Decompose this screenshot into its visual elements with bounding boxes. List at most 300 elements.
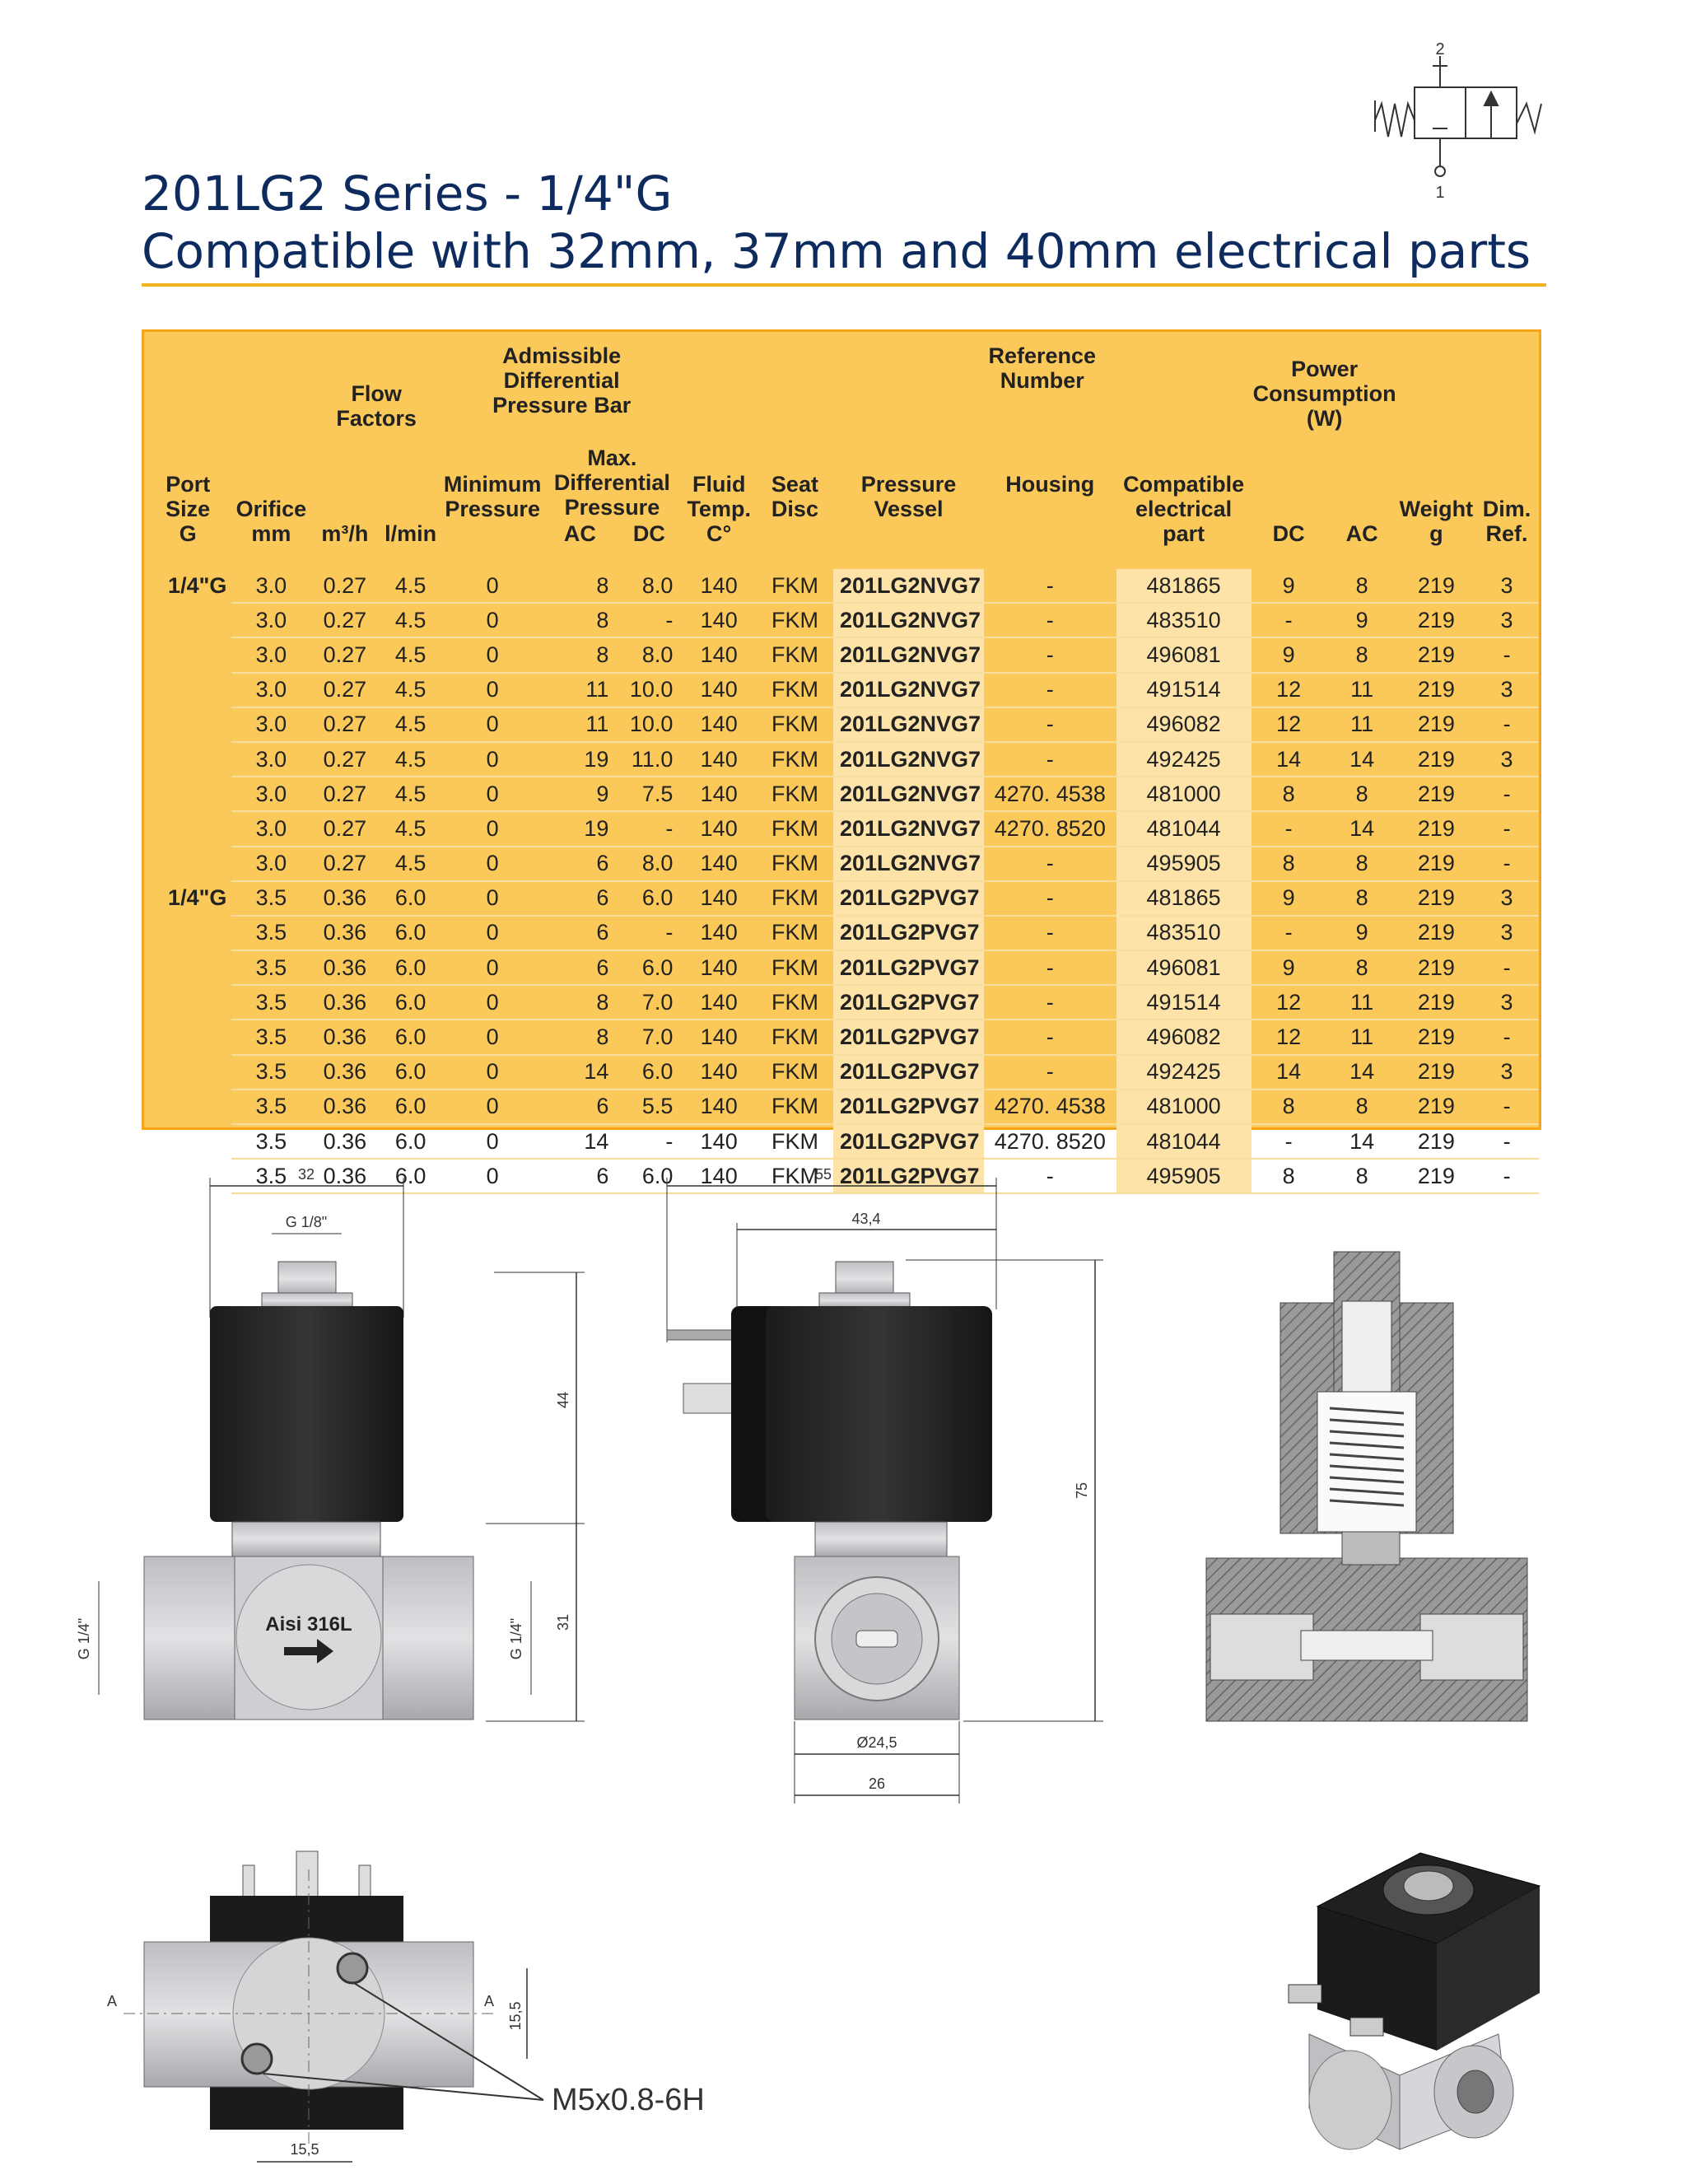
table-row	[144, 569, 1539, 603]
cell-flow-m3h: 0.27	[310, 603, 379, 637]
cell-max-diff-dc: 7.0	[617, 985, 681, 1020]
col-reference-number: Reference Number	[988, 343, 1097, 393]
cell-orifice: 3.0	[231, 811, 310, 846]
cell-flow-lmin: 6.0	[379, 985, 442, 1020]
cell-flow-m3h: 0.27	[310, 637, 379, 672]
cell-port	[144, 916, 231, 950]
cell-min-pressure: 0	[442, 637, 543, 672]
cell-max-diff-ac: 11	[543, 707, 617, 742]
cell-orifice: 3.5	[231, 1124, 310, 1159]
cell-max-diff-ac: 8	[543, 985, 617, 1020]
cell-power-ac: 8	[1326, 881, 1398, 916]
dim-height-top: 44	[555, 1391, 571, 1409]
dim-bottom-height: 15,5	[507, 2001, 524, 2031]
cell-weight: 219	[1398, 1020, 1475, 1054]
cell-orifice: 3.5	[231, 916, 310, 950]
dim-diameter: Ø24,5	[856, 1734, 897, 1751]
dim-thread-top: G 1/8"	[285, 1214, 328, 1230]
cell-weight: 219	[1398, 916, 1475, 950]
cell-weight: 219	[1398, 985, 1475, 1020]
cell-seat-disc: FKM	[757, 950, 833, 985]
cell-power-dc: 8	[1252, 1090, 1326, 1124]
cell-pressure-vessel: 201LG2PVG7	[833, 1090, 984, 1124]
cell-flow-lmin: 6.0	[379, 1090, 442, 1124]
col-fluid-temp: Fluid Temp. C°	[687, 472, 751, 546]
cell-orifice: 3.0	[231, 777, 310, 811]
cell-seat-disc: FKM	[757, 742, 833, 777]
col-orifice: Orifice mm	[235, 497, 307, 546]
cell-flow-lmin: 4.5	[379, 742, 442, 777]
title-line-2: Compatible with 32mm, 37mm and 40mm electrical parts	[142, 223, 1531, 279]
spec-table-body	[144, 569, 1539, 1193]
cell-weight: 219	[1398, 950, 1475, 985]
cell-seat-disc: FKM	[757, 569, 833, 603]
cell-max-diff-dc: 6.0	[617, 950, 681, 985]
cell-max-diff-ac: 14	[543, 1124, 617, 1159]
cell-port	[144, 1055, 231, 1090]
section-a-left: A	[107, 1993, 118, 2009]
cell-housing: -	[984, 603, 1116, 637]
cell-power-dc: 9	[1252, 637, 1326, 672]
cell-power-ac: 8	[1326, 847, 1398, 881]
cell-compatible-part: 496082	[1116, 707, 1252, 742]
cell-power-dc: 12	[1252, 1020, 1326, 1054]
dim-height-bottom: 31	[555, 1613, 571, 1631]
cell-flow-m3h: 0.27	[310, 569, 379, 603]
cell-max-diff-dc: 10.0	[617, 673, 681, 707]
cell-power-ac: 9	[1326, 916, 1398, 950]
col-flow-m3h: m³/h	[321, 521, 369, 546]
cell-max-diff-ac: 8	[543, 603, 617, 637]
cell-min-pressure: 0	[442, 847, 543, 881]
cell-compatible-part: 492425	[1116, 742, 1252, 777]
cell-power-dc: 14	[1252, 1055, 1326, 1090]
dim-coil-width: 43,4	[851, 1211, 881, 1227]
cell-flow-lmin: 6.0	[379, 1055, 442, 1090]
cell-housing: 4270. 4538	[984, 1090, 1116, 1124]
cell-flow-m3h: 0.27	[310, 811, 379, 846]
cell-power-dc: -	[1252, 811, 1326, 846]
cell-min-pressure: 0	[442, 707, 543, 742]
dim-side-height: 75	[1074, 1482, 1090, 1500]
cell-power-dc: -	[1252, 603, 1326, 637]
cell-orifice: 3.0	[231, 637, 310, 672]
cell-fluid-temp: 140	[681, 1159, 757, 1193]
cell-port	[144, 777, 231, 811]
cell-flow-lmin: 4.5	[379, 707, 442, 742]
cell-fluid-temp: 140	[681, 742, 757, 777]
cell-pressure-vessel: 201LG2PVG7	[833, 881, 984, 916]
col-admissible-diff: Admissible Differential Pressure Bar	[492, 343, 632, 418]
cell-fluid-temp: 140	[681, 881, 757, 916]
cell-min-pressure: 0	[442, 673, 543, 707]
cell-max-diff-dc: 6.0	[617, 1055, 681, 1090]
col-pressure-vessel: Pressure Vessel	[860, 472, 957, 521]
cell-flow-m3h: 0.27	[310, 777, 379, 811]
cell-compatible-part: 481865	[1116, 881, 1252, 916]
cell-dim-ref: -	[1475, 637, 1539, 672]
cell-dim-ref: 3	[1475, 985, 1539, 1020]
cell-orifice: 3.0	[231, 569, 310, 603]
cell-pressure-vessel: 201LG2NVG7	[833, 637, 984, 672]
cell-compatible-part: 483510	[1116, 603, 1252, 637]
cell-fluid-temp: 140	[681, 603, 757, 637]
cell-fluid-temp: 140	[681, 673, 757, 707]
cell-max-diff-dc: -	[617, 603, 681, 637]
col-max-diff-label: Max. Differential Pressure	[553, 446, 670, 520]
cell-dim-ref: 3	[1475, 881, 1539, 916]
cell-min-pressure: 0	[442, 950, 543, 985]
col-weight: Weight g	[1399, 497, 1474, 546]
cell-compatible-part: 481000	[1116, 1090, 1252, 1124]
cell-max-diff-dc: 8.0	[617, 637, 681, 672]
cell-seat-disc: FKM	[757, 1055, 833, 1090]
cell-flow-m3h: 0.36	[310, 1090, 379, 1124]
cell-flow-m3h: 0.27	[310, 707, 379, 742]
cell-flow-m3h: 0.36	[310, 1159, 379, 1193]
cell-max-diff-ac: 6	[543, 847, 617, 881]
dim-side-width: 55	[814, 1166, 832, 1183]
cell-orifice: 3.5	[231, 1055, 310, 1090]
cell-port	[144, 811, 231, 846]
col-dim-ref: Dim. Ref.	[1482, 497, 1531, 546]
cell-dim-ref: -	[1475, 811, 1539, 846]
cell-max-diff-ac: 14	[543, 1055, 617, 1090]
cell-pressure-vessel: 201LG2PVG7	[833, 1124, 984, 1159]
cell-compatible-part: 496082	[1116, 1020, 1252, 1054]
cell-min-pressure: 0	[442, 881, 543, 916]
cell-compatible-part: 495905	[1116, 847, 1252, 881]
cell-seat-disc: FKM	[757, 1090, 833, 1124]
cell-power-dc: 12	[1252, 707, 1326, 742]
cell-power-ac: 8	[1326, 569, 1398, 603]
cell-min-pressure: 0	[442, 777, 543, 811]
cell-seat-disc: FKM	[757, 1020, 833, 1054]
table-row	[144, 742, 1539, 777]
cell-compatible-part: 492425	[1116, 1055, 1252, 1090]
cell-max-diff-dc: 6.0	[617, 881, 681, 916]
cell-dim-ref: -	[1475, 950, 1539, 985]
cell-orifice: 3.5	[231, 881, 310, 916]
dim-thread-right: G 1/4"	[508, 1617, 524, 1660]
table-row	[144, 777, 1539, 811]
cell-power-ac: 8	[1326, 1159, 1398, 1193]
cell-dim-ref: -	[1475, 1124, 1539, 1159]
cell-max-diff-ac: 6	[543, 1159, 617, 1193]
cell-dim-ref: 3	[1475, 1055, 1539, 1090]
cell-seat-disc: FKM	[757, 673, 833, 707]
cell-power-ac: 9	[1326, 603, 1398, 637]
cell-port	[144, 1020, 231, 1054]
table-row	[144, 985, 1539, 1020]
cell-housing: -	[984, 1159, 1116, 1193]
cell-power-ac: 11	[1326, 985, 1398, 1020]
col-power-dc: DC	[1272, 521, 1305, 546]
cell-pressure-vessel: 201LG2NVG7	[833, 569, 984, 603]
cell-max-diff-ac: 6	[543, 950, 617, 985]
cell-weight: 219	[1398, 1159, 1475, 1193]
col-flow-lmin: l/min	[385, 521, 437, 546]
page-title	[142, 165, 1541, 280]
cell-max-diff-ac: 19	[543, 811, 617, 846]
cell-port	[144, 707, 231, 742]
cell-max-diff-ac: 11	[543, 673, 617, 707]
cell-port	[144, 603, 231, 637]
cell-power-ac: 11	[1326, 1020, 1398, 1054]
cell-dim-ref: 3	[1475, 673, 1539, 707]
table-row	[144, 603, 1539, 637]
cell-fluid-temp: 140	[681, 1124, 757, 1159]
cell-housing: 4270. 8520	[984, 1124, 1116, 1159]
cell-compatible-part: 481044	[1116, 1124, 1252, 1159]
cell-flow-m3h: 0.36	[310, 1020, 379, 1054]
cell-power-dc: 12	[1252, 985, 1326, 1020]
cell-weight: 219	[1398, 881, 1475, 916]
table-row	[144, 637, 1539, 672]
cell-orifice: 3.0	[231, 742, 310, 777]
cell-power-dc: 8	[1252, 777, 1326, 811]
cell-flow-lmin: 4.5	[379, 603, 442, 637]
cell-pressure-vessel: 201LG2PVG7	[833, 1055, 984, 1090]
cell-seat-disc: FKM	[757, 637, 833, 672]
cell-max-diff-dc: 6.0	[617, 1159, 681, 1193]
cross-section-drawing	[1206, 1252, 1527, 1721]
cell-flow-lmin: 4.5	[379, 847, 442, 881]
cell-fluid-temp: 140	[681, 777, 757, 811]
cell-min-pressure: 0	[442, 1124, 543, 1159]
cell-pressure-vessel: 201LG2PVG7	[833, 916, 984, 950]
cell-orifice: 3.5	[231, 1090, 310, 1124]
cell-orifice: 3.5	[231, 1020, 310, 1054]
col-power-ac: AC	[1345, 521, 1378, 546]
cell-weight: 219	[1398, 569, 1475, 603]
cell-weight: 219	[1398, 673, 1475, 707]
cell-weight: 219	[1398, 707, 1475, 742]
cell-flow-lmin: 4.5	[379, 637, 442, 672]
title-line-1: 201LG2 Series - 1/4"G	[142, 166, 673, 222]
cell-housing: -	[984, 881, 1116, 916]
cell-dim-ref: 3	[1475, 569, 1539, 603]
cell-min-pressure: 0	[442, 985, 543, 1020]
cell-flow-m3h: 0.36	[310, 950, 379, 985]
cell-port	[144, 673, 231, 707]
cell-dim-ref: 3	[1475, 603, 1539, 637]
bottom-view-drawing	[107, 1851, 705, 2162]
cell-flow-m3h: 0.27	[310, 742, 379, 777]
cell-housing: -	[984, 673, 1116, 707]
cell-power-ac: 11	[1326, 673, 1398, 707]
cell-seat-disc: FKM	[757, 1124, 833, 1159]
cell-compatible-part: 483510	[1116, 916, 1252, 950]
cell-weight: 219	[1398, 847, 1475, 881]
cell-compatible-part: 496081	[1116, 637, 1252, 672]
cell-power-dc: -	[1252, 1124, 1326, 1159]
cell-flow-m3h: 0.36	[310, 1124, 379, 1159]
dim-front-width: 32	[297, 1166, 315, 1183]
cell-fluid-temp: 140	[681, 811, 757, 846]
cell-power-ac: 14	[1326, 742, 1398, 777]
front-view-drawing	[76, 1166, 585, 1721]
side-view-drawing	[667, 1166, 1103, 1804]
cell-port: 1/4"G	[168, 573, 227, 599]
cell-housing: -	[984, 1020, 1116, 1054]
col-port-size: Port Size G	[165, 472, 211, 546]
cell-flow-m3h: 0.36	[310, 985, 379, 1020]
cell-dim-ref: -	[1475, 777, 1539, 811]
cell-min-pressure: 0	[442, 811, 543, 846]
col-housing: Housing	[1005, 472, 1095, 497]
cell-seat-disc: FKM	[757, 847, 833, 881]
cell-flow-m3h: 0.36	[310, 881, 379, 916]
cell-dim-ref: 3	[1475, 916, 1539, 950]
cell-dim-ref: -	[1475, 1090, 1539, 1124]
cell-compatible-part: 491514	[1116, 673, 1252, 707]
cell-weight: 219	[1398, 811, 1475, 846]
cell-weight: 219	[1398, 603, 1475, 637]
cell-pressure-vessel: 201LG2NVG7	[833, 742, 984, 777]
cell-weight: 219	[1398, 777, 1475, 811]
cell-seat-disc: FKM	[757, 707, 833, 742]
table-row	[144, 1090, 1539, 1124]
cell-flow-lmin: 6.0	[379, 1124, 442, 1159]
cell-min-pressure: 0	[442, 1090, 543, 1124]
cell-flow-m3h: 0.36	[310, 916, 379, 950]
cell-pressure-vessel: 201LG2NVG7	[833, 847, 984, 881]
cell-compatible-part: 481044	[1116, 811, 1252, 846]
cell-fluid-temp: 140	[681, 569, 757, 603]
cell-power-ac: 14	[1326, 811, 1398, 846]
cell-power-dc: 8	[1252, 1159, 1326, 1193]
cell-fluid-temp: 140	[681, 950, 757, 985]
cell-dim-ref: -	[1475, 1020, 1539, 1054]
cell-flow-m3h: 0.27	[310, 847, 379, 881]
dim-base-width: 26	[868, 1776, 886, 1792]
cell-max-diff-dc: 7.5	[617, 777, 681, 811]
cell-housing: -	[984, 637, 1116, 672]
cell-min-pressure: 0	[442, 1055, 543, 1090]
port-1-label: 1	[1435, 184, 1445, 202]
table-row	[144, 950, 1539, 985]
cell-max-diff-dc: 7.0	[617, 1020, 681, 1054]
cell-port	[144, 950, 231, 985]
table-row	[144, 847, 1539, 881]
cell-min-pressure: 0	[442, 916, 543, 950]
cell-housing: -	[984, 742, 1116, 777]
cell-compatible-part: 491514	[1116, 985, 1252, 1020]
dim-bottom-width: 15,5	[290, 2141, 319, 2158]
col-flow-factors: Flow Factors	[336, 381, 417, 431]
cell-power-ac: 14	[1326, 1124, 1398, 1159]
col-compatible: Compatible electrical part	[1123, 472, 1245, 546]
cell-housing: -	[984, 985, 1116, 1020]
cell-orifice: 3.5	[231, 1159, 310, 1193]
table-row	[144, 1020, 1539, 1054]
cell-max-diff-dc: -	[617, 1124, 681, 1159]
technical-drawings	[0, 1145, 1692, 2184]
dim-thread-left: G 1/4"	[76, 1617, 92, 1660]
section-a-right: A	[484, 1993, 495, 2009]
cell-min-pressure: 0	[442, 1159, 543, 1193]
cell-max-diff-dc: 11.0	[617, 742, 681, 777]
cell-orifice: 3.0	[231, 673, 310, 707]
cell-fluid-temp: 140	[681, 1055, 757, 1090]
col-seat-disc: Seat Disc	[771, 472, 818, 521]
cell-flow-m3h: 0.27	[310, 673, 379, 707]
cell-weight: 219	[1398, 637, 1475, 672]
cell-pressure-vessel: 201LG2NVG7	[833, 777, 984, 811]
port-2-label: 2	[1435, 41, 1445, 58]
cell-orifice: 3.5	[231, 985, 310, 1020]
cell-power-dc: 9	[1252, 950, 1326, 985]
cell-seat-disc: FKM	[757, 985, 833, 1020]
cell-max-diff-dc: -	[617, 916, 681, 950]
cell-weight: 219	[1398, 1090, 1475, 1124]
cell-seat-disc: FKM	[757, 1159, 833, 1193]
table-row	[144, 881, 1539, 916]
cell-max-diff-ac: 19	[543, 742, 617, 777]
cell-flow-lmin: 6.0	[379, 1020, 442, 1054]
cell-max-diff-dc: -	[617, 811, 681, 846]
cell-port	[144, 847, 231, 881]
cell-max-diff-ac: 6	[543, 881, 617, 916]
cell-housing: 4270. 8520	[984, 811, 1116, 846]
col-ac: AC	[563, 521, 596, 546]
cell-pressure-vessel: 201LG2PVG7	[833, 1020, 984, 1054]
cell-flow-lmin: 6.0	[379, 1159, 442, 1193]
cell-dim-ref: -	[1475, 1159, 1539, 1193]
cell-port	[144, 637, 231, 672]
cell-power-dc: 9	[1252, 569, 1326, 603]
cell-flow-m3h: 0.36	[310, 1055, 379, 1090]
cell-fluid-temp: 140	[681, 985, 757, 1020]
isometric-view-drawing	[1289, 1853, 1540, 2149]
cell-pressure-vessel: 201LG2NVG7	[833, 707, 984, 742]
cell-power-ac: 14	[1326, 1055, 1398, 1090]
cell-flow-lmin: 6.0	[379, 916, 442, 950]
cell-seat-disc: FKM	[757, 777, 833, 811]
cell-housing: -	[984, 1055, 1116, 1090]
cell-weight: 219	[1398, 1055, 1475, 1090]
cell-port: 1/4"G	[168, 885, 227, 911]
cell-max-diff-ac: 6	[543, 916, 617, 950]
cell-seat-disc: FKM	[757, 811, 833, 846]
cell-orifice: 3.5	[231, 950, 310, 985]
table-row	[144, 811, 1539, 846]
cell-fluid-temp: 140	[681, 1090, 757, 1124]
cell-flow-lmin: 6.0	[379, 950, 442, 985]
cell-flow-lmin: 4.5	[379, 811, 442, 846]
title-divider	[142, 283, 1546, 287]
cell-max-diff-ac: 8	[543, 569, 617, 603]
col-min-pressure: Minimum Pressure	[443, 472, 542, 521]
cell-fluid-temp: 140	[681, 1020, 757, 1054]
cell-pressure-vessel: 201LG2NVG7	[833, 673, 984, 707]
cell-compatible-part: 481865	[1116, 569, 1252, 603]
cell-housing: -	[984, 847, 1116, 881]
cell-dim-ref: 3	[1475, 742, 1539, 777]
cell-orifice: 3.0	[231, 847, 310, 881]
cell-max-diff-ac: 6	[543, 1090, 617, 1124]
cell-max-diff-dc: 8.0	[617, 569, 681, 603]
cell-orifice: 3.0	[231, 603, 310, 637]
cell-max-diff-dc: 8.0	[617, 847, 681, 881]
cell-housing: -	[984, 569, 1116, 603]
col-max-diff	[543, 436, 681, 551]
cell-port	[144, 1090, 231, 1124]
cell-min-pressure: 0	[442, 742, 543, 777]
cell-flow-lmin: 4.5	[379, 777, 442, 811]
cell-compatible-part: 481000	[1116, 777, 1252, 811]
